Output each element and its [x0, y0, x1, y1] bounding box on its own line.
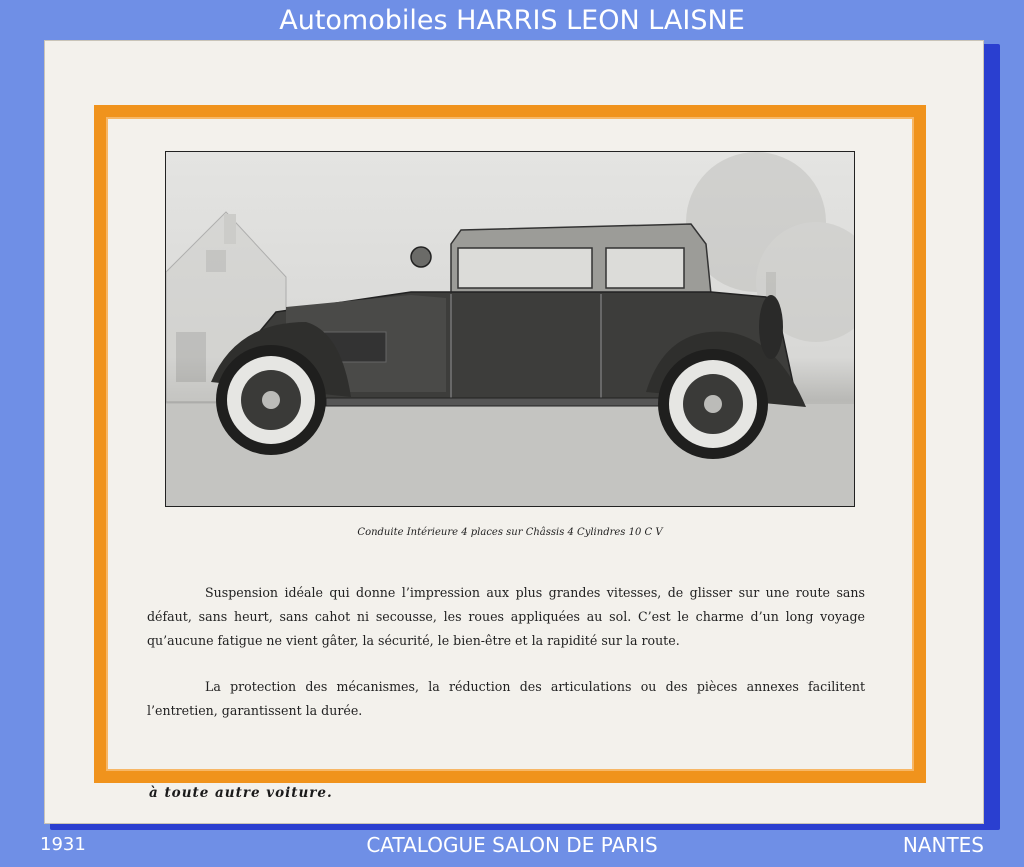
- paragraph-protection: La protection des mécanismes, la réduction des articulations ou des pièces annexes facilitent l’entretien, garantissent la durée.: [147, 679, 865, 718]
- paragraph-suspension: Suspension idéale qui donne l’impression aux plus grandes vitesses, de glisser sur une route sans défaut, sans heurt, sans cahot ni secousse, les roues appliquées au sol. C’est le charme d’un long voyage qu’aucune fatigue ne vient gâter, la sécurité, le bien-être et la rapidité sur la route.: [147, 585, 865, 648]
- rear-wheel: [658, 349, 768, 459]
- footer-year: 1931: [40, 834, 86, 855]
- car-illustration: [166, 152, 855, 507]
- front-wheel: [216, 345, 326, 455]
- catalogue-page: [44, 40, 984, 824]
- tail-text: à toute autre voiture.: [149, 785, 333, 801]
- photo-caption: Conduite Intérieure 4 places sur Châssis 4 Cylindres 10 C V: [357, 527, 663, 538]
- footer-catalogue: CATALOGUE SALON DE PARIS: [366, 833, 658, 857]
- footer-city: NANTES: [902, 833, 984, 857]
- car-photo: [165, 151, 855, 507]
- banner-title: Automobiles HARRIS LEON LAISNE: [279, 5, 745, 36]
